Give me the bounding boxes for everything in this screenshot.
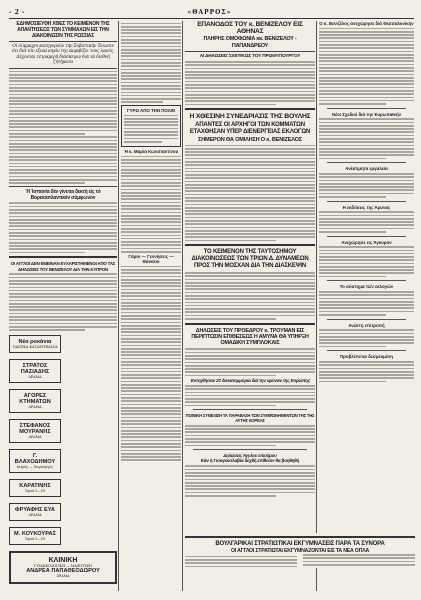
ad-box: ΣΤΕΦΑΝΟΣ ΜΟΥΡΑΝΗΣ ΔΡΑΜΑ	[9, 419, 61, 443]
right-story-6: Το σύστημα τών εκλογών	[339, 284, 394, 290]
pm-statements-head: ΑΙ ΔΗΛΩΣΕΙΣ ΣΧΕΤΙΚΩΣ ΤΟΥ ΠΡΩΘΥΠΟΥΡΓΟΥ	[199, 53, 301, 59]
page-columns	[9, 21, 414, 591]
cyprus-headline: ΟΙ ΑΓΓΛΟΙ ΔΕΝ ΕΜΕΙΝΑΝ ΕΥΧΑΡΙΣΤΗΜΕΝΟΙ ΑΠΟ ΤΑΣ ΔΗΛΩΣΕΙΣ ΤΟΥ ΒΕΝΙΖΕΛΟΥ ΔΙΑ ΤΗΝ ΚΥΠΡΟΝ	[10, 261, 116, 272]
cyprus-body	[9, 273, 117, 330]
venizelos-subheadline: ΠΛΗΡΗΣ ΟΜΟΦΩΝΙΑ κκ. ΒΕΝΙΖΕΛΟΥ - ΠΑΠΑΝΔΡΕΟΥ	[203, 36, 297, 49]
truman-headline: ΔΗΛΩΣΕΙΣ ΤΟΥ ΠΡΟΕΔΡΟΥ κ. ΤΡΟΥΜΑΝ ΕΙΣ ΠΕΡΙΠΤΩΣΙΝ ΕΠΙΘΕΣΕΩΣ Η ΑΜΥΝΑ ΘΑ ΥΠΗΡΞΗ ΟΜΑΔΙΚΗ ΣΥΜΠΛΟΚΑΙΣ	[191, 327, 309, 347]
ad-box: Νέα ροκάνια ΤΑΚΤΙΚΑ ΚΑΤΑΣΤΗΜΑΤΑ	[9, 335, 61, 353]
left-column	[9, 21, 117, 587]
lead-headline: ΕΔΗΜΟΣΙΕΥΘΗ ΧΘΕΣ ΤΟ ΚΕΙΜΕΝΟΝ ΤΗΣ ΑΠΑΝΤΗΣΕΩΣ ΤΩΝ ΣΥΜΜΑΧΩΝ ΕΙΣ ΤΗΝ ΔΙΑΚΟΙΝΩΣΙΝ ΤΗΣ ΡΩΣΣΙΑΣ	[16, 21, 110, 39]
ad-box: ΦΡΥΑΦΗΣ ΕΥΑ ΔΡΑΜΑ	[9, 503, 61, 521]
city-box	[121, 105, 181, 147]
korea-headline: ΠΟΙΝΙΚΗ ΣΥΝΕΧΙΣΗ ΤΑ ΠΑΡΑΒΑΣΗ ΤΩΝ ΣΥΜΦΩΝΗΘΕΝΤΩΝ ΤΗΣ ΤΗΣ ΑΥΤΗΣ ΚΟΡΕΑΣ	[185, 413, 315, 424]
right-story-2: Νέοι Σχεδιοί διά την Ευρωπαϊκήν	[331, 111, 402, 117]
city-box-title: ΓΥΡΩ ΑΠΟ ΤΗΝ ΠΟΛΙΝ	[126, 108, 176, 114]
page-number: - 2 -	[9, 8, 25, 16]
center-column	[185, 21, 315, 498]
ad-box: ΑΓΟΡΕΣ ΚΤΗΜΑΤΩΝ ΔΡΑΜΑ	[9, 389, 61, 413]
spain-headline: Ή Ίσπανία δέν γίνεται δεκτή είς τό Βορειοατλαντικόν σύμφωνον	[25, 188, 101, 201]
right-story-5: Ανεχώρησε εις Άγκυραν	[341, 239, 392, 245]
clinic-ad: ΚΛΙΝΙΚΗ ΓΥΝΑΙΚΟΛΟΓΙΚΗ — ΜΑΙΕΥΤΙΚΗ ΑΝΔΡΕΑ ΠΑΠΑΘΕΟΔΩΡΟΥ ΔΡΑΜΑ	[9, 551, 117, 584]
right-story-1: Ο κ. Βενιζέλος ανεχώρησε διά Θεσσαλονίκην	[319, 21, 414, 26]
note-headline: ΤΟ ΚΕΙΜΕΝΟΝ ΤΗΣ ΤΑΥΤΟΣΗΜΟΥ ΔΙΑΚΟΙΝΩΣΕΩΣ ΤΩΝ ΤΡΙΩΝ Δ. ΔΥΝΑΜΕΩΝ ΠΡΟΣ ΤΗΝ ΜΟΣΧΑΝ ΔΙΑ ΤΗΝ ΔΙΑΣΚΕΨΙΝ	[191, 249, 309, 270]
births-title: Γάμοι — Γεννήσεις — Θάνατοι	[128, 254, 174, 265]
bulgaria-block	[185, 533, 415, 568]
right-story-3: Ανέκτιμητα εργαλεία	[345, 166, 388, 172]
bulgaria-headline: ΒΟΥΛΓΑΡΙΚΑΙ ΣΤΡΑΤΙΩΤΙΚΑΙ ΕΚΓΥΜΝΑΣΕΙΣ ΠΑΡΑ ΤΑ ΣΥΝΟΡΑ	[215, 541, 385, 547]
ad-box: ΣΤΡΑΤΟΣ ΠΑΣΙΑΔΗΣ ΔΡΑΜΑ	[9, 359, 61, 383]
venizelos-headline: ΕΠΑΝΟΔΟΣ ΤΟΥ κ. ΒΕΝΙΖΕΛΟΥ ΕΙΣ ΑΘΗΝΑΣ	[197, 21, 303, 36]
quote-headline: Έντεχθήσαν 20 διεκατομμύρια διά την αμύναν της Ευρώπης	[189, 377, 311, 383]
bulgaria-subhead: ΟΙ ΑΓΓΛΟΙ ΣΤΡΑΤΙΩΤΑΙ ΕΚΓΥΜΝΑΖΟΝΤΑΙ ΕΙΣ ΤΑ ΝΕΑ ΟΠΛΑ	[231, 548, 369, 554]
newspaper-name: «ΘΑΡΡΟΣ»	[187, 8, 232, 16]
ad-box: Γ. ΒΛΑΧΟΔΗΜΟΥ Ιατρός — Χειρουργός	[9, 449, 61, 473]
right-story-4: Η εκδόσεις της Άμυνας	[342, 204, 391, 210]
parliament-subhead-2: ΣΗΜΕΡΟΝ ΘΑ ΟΜΙΛΗΣΗ Ο κ. ΒΕΝΙΖΕΛΟΣ	[198, 136, 302, 143]
spain-body	[9, 202, 117, 253]
parliament-headline: Η ΧΘΕΣΙΝΗ ΣΥΝΕΔΡΙΑΣΙΣ ΤΗΣ ΒΟΥΛΗΣ	[189, 113, 311, 121]
lead-body	[9, 71, 117, 184]
right-column	[319, 21, 414, 384]
lead-subhead: Οί σύμμαχοι κατηγορούν την Σοβιετικήν Ένωσιν ότι διά τόν εξοπλισμόν της εκφοβίζει τους λαούς. Δέχονται τετραμερή διάσκεψιν διά τά διεθνή ζητήματα	[11, 44, 115, 66]
ad-box: ΚΑΡΑΤΙΝΗΣ Τιμαί 5—10	[9, 479, 61, 497]
yugoslavia-headline: Εάν ή Γιουγκοσλαβία δεχθή επίθεσιν θα βοηθηθή	[200, 458, 300, 464]
parliament-subhead: ΑΠΑΝΤΕΣ ΟΙ ΑΡΧΗΓΟΙ ΤΩΝ ΚΟΜΜΑΤΩΝ ΕΤΑΧΘΗΣΑΝ ΥΠΕΡ ΔΙΕΝΕΡΓΕΙΑΣ ΕΚΛΟΓΩΝ	[189, 121, 311, 135]
notice-title: Ή κ. Μαρία Κωνσταντίνου	[123, 149, 179, 155]
right-story-7: Ανέστη επιτροπή	[348, 322, 385, 328]
ad-box: Μ. ΚΟΥΚΟΥΡΑΣ Τιμαί 5—10	[9, 527, 61, 545]
right-story-8: Προβλέπεται δεσμευμένη	[340, 354, 393, 360]
col2-body	[121, 23, 181, 103]
second-column	[121, 21, 181, 463]
british-headline: Δηλώσεις Άγγλου επισήμου	[223, 453, 277, 459]
masthead	[9, 6, 414, 19]
